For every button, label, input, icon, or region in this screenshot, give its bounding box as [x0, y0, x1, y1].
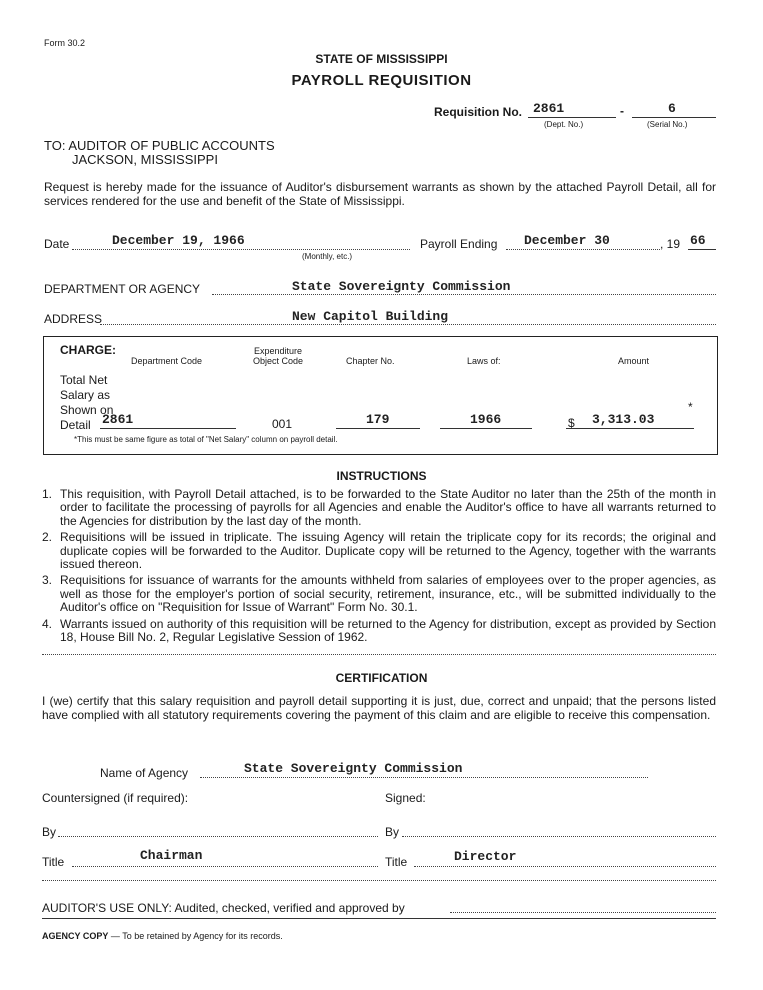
amount-line: [566, 428, 694, 429]
instruction-item: [42, 618, 716, 645]
requisition-label: Requisition No.: [434, 105, 522, 119]
dept-code-value: 2861: [102, 412, 134, 427]
instructions-divider: [42, 654, 716, 655]
signed-label: Signed:: [385, 791, 426, 805]
object-code-value: 001: [272, 417, 293, 431]
requisition-dash: -: [620, 104, 624, 118]
certification-text: I (we) certify that this salary requisition and payroll detail supporting it is just, due, correct and unpaid; that the persons listed have complied with all statutory requirements covering the payment of this claim and are eligible to receive this compensation.: [42, 694, 716, 722]
right-by-label: By: [385, 825, 400, 839]
agency-name-value: State Sovereignty Commission: [244, 761, 463, 776]
row-label-line: Shown on: [60, 403, 114, 417]
department-value: State Sovereignty Commission: [292, 279, 511, 294]
agency-copy-rest: — To be retained by Agency for its records.: [108, 931, 283, 941]
exp-code-header-2: Object Code: [252, 356, 304, 366]
instructions-list: [42, 488, 716, 647]
auditor-label: AUDITOR'S USE ONLY: Audited, checked, verified and approved by: [42, 901, 405, 915]
amount-asterisk: *: [688, 400, 693, 414]
instruction-text: Requisitions will be issued in triplicate. The issuing Agency will retain the triplicate copy for its records; the original and duplicate copies will be forwarded to the Auditor. Duplicate copy will be returned to the Agency, together with the warrants issued thereon.: [60, 530, 716, 572]
auditor-line: [450, 912, 716, 913]
state-heading: STATE OF MISSISSIPPI: [315, 52, 448, 66]
instruction-text: Requisitions for issuance of warrants for the amounts withheld from salaries of employees over to the proper agencies, as well as those for the employer's portion of social security, retirement, insurance, etc., will be submitted individually to the Auditor's office on "Requisition for Issue of Warrant" Form No. 30.1.: [60, 573, 716, 615]
serial-no-caption: (Serial No.): [647, 120, 688, 129]
to-line2: JACKSON, MISSISSIPPI: [72, 152, 218, 167]
serial-no-line: [632, 117, 716, 118]
instruction-number: 4.: [42, 616, 53, 631]
date-line: [72, 249, 410, 250]
dept-no-caption: (Dept. No.): [544, 120, 584, 129]
address-line: [100, 324, 716, 325]
left-title-value: Chairman: [140, 848, 203, 863]
row-label-line: Total Net: [60, 373, 108, 387]
instruction-number: 2.: [42, 530, 53, 545]
agency-name-line: [200, 777, 648, 778]
instruction-item: [42, 488, 716, 528]
laws-line: [440, 428, 532, 429]
page-title: PAYROLL REQUISITION: [291, 72, 472, 89]
to-line1: TO: AUDITOR OF PUBLIC ACCOUNTS: [44, 138, 275, 153]
right-title-line: [414, 866, 716, 867]
agency-name-label: Name of Agency: [100, 766, 189, 780]
amount-value: 3,313.03: [592, 412, 655, 427]
charge-label: CHARGE:: [60, 343, 116, 357]
dept-no-line: [528, 117, 616, 118]
address-value: New Capitol Building: [292, 309, 449, 324]
instruction-text: This requisition, with Payroll Detail attached, is to be forwarded to the State Auditor no later than the 25th of the month in order to facilitate the processing of payrolls for all Agencies and enable the Auditor's office to have all warrants returned to the Agencies for distribution by the last day of the month.: [60, 487, 716, 528]
instructions-title: INSTRUCTIONS: [336, 469, 427, 483]
instruction-number: 1.: [42, 487, 53, 501]
instruction-text: Warrants issued on authority of this requisition will be returned to the Agency for distribution, except as provided by Section 18, House Bill No. 2, Regular Legislative Session of 1962.: [60, 616, 716, 645]
payroll-ending-label: Payroll Ending: [420, 237, 498, 251]
date-value: December 19, 1966: [112, 233, 245, 248]
instruction-number: 3.: [42, 573, 53, 588]
dept-no-value: 2861: [533, 101, 565, 116]
right-title-label: Title: [385, 855, 408, 869]
instruction-item: [42, 574, 716, 614]
left-by-label: By: [42, 825, 57, 839]
countersigned-label: Countersigned (if required):: [42, 791, 189, 805]
date-caption: (Monthly, etc.): [302, 252, 353, 261]
signature-divider: [42, 880, 716, 881]
chapter-value: 179: [366, 412, 390, 427]
agency-copy-bold: AGENCY COPY: [42, 931, 109, 941]
year-prefix: , 19: [660, 237, 681, 251]
year-line: [688, 249, 716, 250]
address-label: ADDRESS: [44, 312, 103, 326]
serial-no-value: 6: [668, 101, 676, 116]
year-value: 66: [690, 233, 706, 248]
left-by-line: [58, 836, 378, 837]
dept-code-line: [100, 428, 236, 429]
dept-code-header: Department Code: [131, 356, 203, 366]
department-label: DEPARTMENT OR AGENCY: [44, 282, 201, 296]
row-label-line: Salary as: [60, 388, 111, 402]
department-line: [212, 294, 716, 295]
payroll-ending-line: [506, 249, 660, 250]
chapter-line: [336, 428, 420, 429]
left-title-label: Title: [42, 855, 65, 869]
auditor-divider: [42, 918, 716, 919]
right-by-line: [402, 836, 716, 837]
date-label: Date: [44, 237, 70, 251]
left-title-line: [72, 866, 378, 867]
amount-header: Amount: [618, 356, 650, 366]
certification-title: CERTIFICATION: [335, 671, 428, 685]
dollar-sign: $: [568, 416, 575, 430]
right-title-value: Director: [454, 849, 517, 864]
charge-note: *This must be same figure as total of "Net Salary" column on payroll detail.: [74, 435, 338, 444]
instruction-item: [42, 531, 716, 571]
form-number: Form 30.2: [44, 38, 86, 48]
exp-code-header-1: Expenditure: [253, 346, 303, 356]
payroll-ending-value: December 30: [524, 233, 610, 248]
row-label-line: Detail: [60, 418, 91, 432]
chapter-header: Chapter No.: [346, 356, 395, 366]
laws-value: 1966: [470, 412, 502, 427]
agency-copy-note: [42, 931, 283, 941]
laws-header: Laws of:: [467, 356, 501, 366]
request-text: Request is hereby made for the issuance of Auditor's disbursement warrants as shown by the attached Payroll Detail, all for services rendered for the use and benefit of the State of Mississippi.: [44, 180, 716, 208]
